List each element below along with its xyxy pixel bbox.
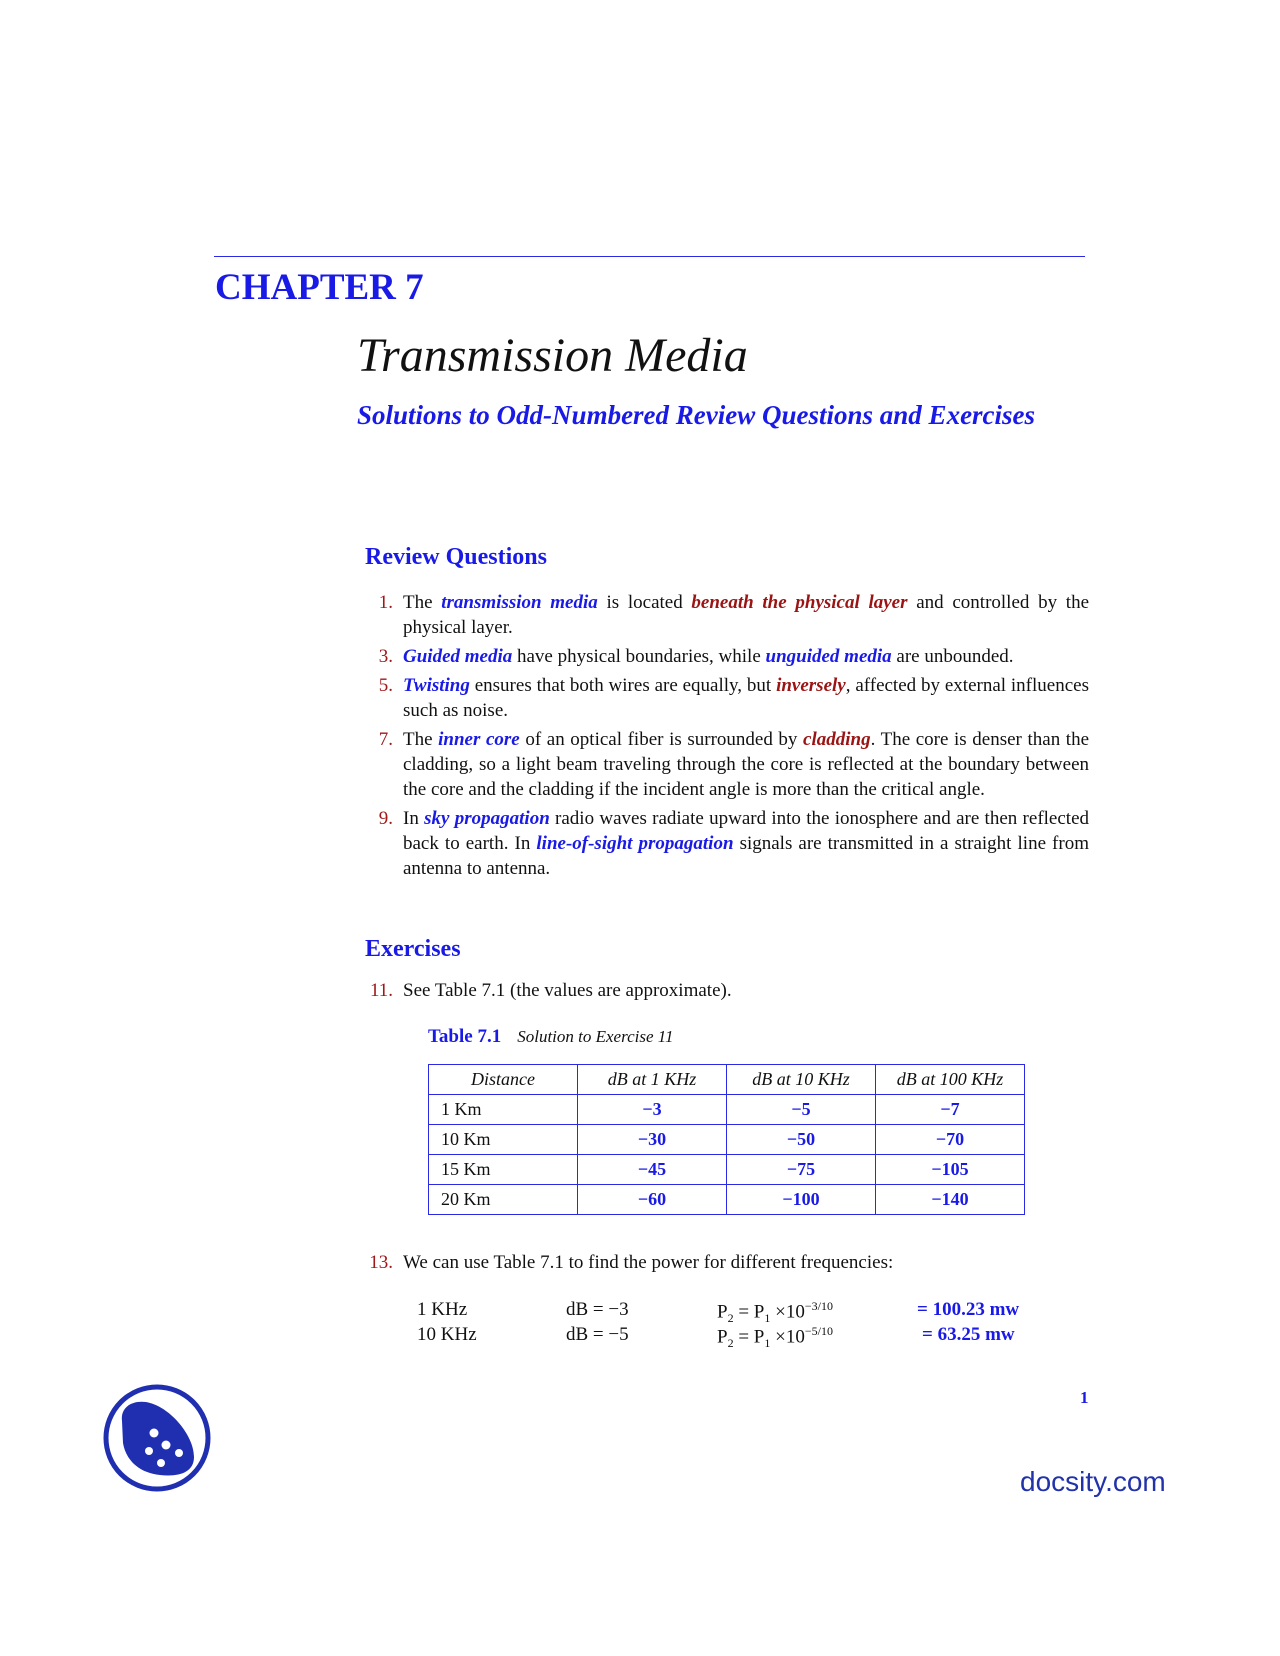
keyword: Twisting	[403, 675, 470, 696]
table-caption-text: Solution to Exercise 11	[517, 1027, 674, 1046]
keyword: inner core	[438, 729, 520, 750]
table-header-row	[429, 1065, 1025, 1095]
brand-link[interactable]: docsity.com	[1020, 1466, 1166, 1497]
power-formula-part: −3/10	[804, 1299, 833, 1313]
table-cell: −30	[578, 1125, 727, 1155]
review-item-3	[365, 644, 1089, 669]
power-formula-part: 1	[764, 1311, 771, 1326]
chapter-subtitle: Solutions to Odd-Numbered Review Questions and Exercises	[357, 400, 1036, 430]
item-text: radio waves radiate upward into the ionosphere and are then reflected back to earth. In	[403, 808, 1090, 854]
table-cell: −70	[876, 1125, 1025, 1155]
header-rule	[214, 256, 1085, 257]
exercise-13-text-row	[365, 1250, 1089, 1275]
db-value: dB = −5	[566, 1324, 629, 1345]
column-header: Distance	[429, 1065, 578, 1095]
frequency: 1 KHz	[417, 1299, 468, 1320]
item-text: ensures that both wires are equally, but	[469, 675, 777, 696]
table-cell: 1 Km	[429, 1095, 578, 1125]
docsity-logo-icon[interactable]	[102, 1383, 212, 1493]
chapter-label: CHAPTER 7	[215, 267, 424, 308]
table-cell: −105	[876, 1155, 1025, 1185]
table-row	[429, 1095, 1025, 1125]
item-text: The	[403, 592, 442, 613]
table-caption	[428, 1026, 674, 1048]
page-number: 1	[1080, 1388, 1089, 1407]
table-label: Table 7.1	[428, 1026, 502, 1047]
table-row	[429, 1125, 1025, 1155]
solution-table	[428, 1064, 1025, 1215]
table-cell: −7	[876, 1095, 1025, 1125]
item-text: are unbounded.	[891, 646, 1014, 667]
column-header: dB at 10 KHz	[727, 1065, 876, 1095]
power-formula-part: 2	[727, 1311, 734, 1326]
power-formula-part: P	[717, 1326, 728, 1348]
item-text: and controlled by the physical layer.	[403, 592, 1089, 638]
exercise-11	[365, 978, 1089, 1007]
power-formula-part: 1	[764, 1336, 771, 1351]
item-text: The	[403, 729, 439, 750]
power-formula-part: = P	[733, 1301, 765, 1323]
frequency: 10 KHz	[417, 1324, 477, 1345]
power-formula-part: −5/10	[804, 1324, 833, 1338]
power-formula-part: = P	[733, 1326, 765, 1348]
table-cell: 15 Km	[429, 1155, 578, 1185]
column-header: dB at 1 KHz	[578, 1065, 727, 1095]
item-text: , affected by external influences such as noise.	[403, 675, 1089, 721]
keyword: transmission media	[441, 592, 598, 613]
keyword: unguided media	[765, 646, 892, 667]
power-formula	[717, 1324, 833, 1351]
item-text: of an optical fiber is surrounded by	[519, 729, 804, 750]
table-cell: −45	[578, 1155, 727, 1185]
table-cell: −140	[876, 1185, 1025, 1215]
review-item-1	[365, 590, 1089, 640]
table-cell: −60	[578, 1185, 727, 1215]
power-formula-part: P	[717, 1301, 728, 1323]
power-formula	[717, 1299, 833, 1326]
item-text: is located	[597, 592, 692, 613]
power-formula-part: 2	[727, 1336, 734, 1351]
table-cell: 10 Km	[429, 1125, 578, 1155]
power-row	[0, 1299, 1280, 1325]
review-item-9	[365, 806, 1089, 881]
table-row	[429, 1185, 1025, 1215]
review-item-5	[365, 673, 1089, 723]
item-text: In	[403, 808, 425, 829]
item-text: We can use Table 7.1 to find the power for different frequencies:	[403, 1252, 894, 1273]
exercise-13	[365, 1250, 1089, 1279]
table-cell: −50	[727, 1125, 876, 1155]
table-cell: −75	[727, 1155, 876, 1185]
chapter-title: Transmission Media	[357, 329, 748, 382]
power-result: = 63.25 mw	[922, 1324, 1015, 1345]
item-number: 7.	[378, 729, 393, 750]
item-number: 5.	[378, 675, 393, 696]
table-cell: −100	[727, 1185, 876, 1215]
column-header: dB at 100 KHz	[876, 1065, 1025, 1095]
keyword: sky propagation	[424, 808, 550, 829]
db-value: dB = −3	[566, 1299, 629, 1320]
review-questions-heading: Review Questions	[365, 544, 547, 570]
item-text: . The core is denser than the cladding, so a light beam traveling through the core is reflected at the boundary between the core and the cladding if the incident angle is more than the critical angle.	[403, 729, 1090, 800]
keyword: cladding	[803, 729, 871, 750]
keyword: line-of-sight propagation	[536, 833, 734, 854]
item-number: 9.	[378, 808, 393, 829]
power-formula-part: ×10	[770, 1326, 805, 1348]
review-item-7	[365, 727, 1089, 802]
table-cell: −5	[727, 1095, 876, 1125]
item-text: have physical boundaries, while	[512, 646, 766, 667]
table-cell: 20 Km	[429, 1185, 578, 1215]
item-text: See Table 7.1 (the values are approximate).	[403, 980, 732, 1001]
item-number: 1.	[378, 592, 393, 613]
review-questions-list	[365, 590, 1089, 885]
item-text: signals are transmitted in a straight line from antenna to antenna.	[403, 833, 1089, 879]
item-number: 13.	[369, 1252, 393, 1273]
power-formula-part: ×10	[770, 1301, 805, 1323]
keyword: Guided media	[403, 646, 513, 667]
item-number: 3.	[378, 646, 393, 667]
keyword: beneath the physical layer	[691, 592, 908, 613]
keyword: inversely	[776, 675, 846, 696]
power-row	[0, 1324, 1280, 1350]
table-row	[429, 1155, 1025, 1185]
exercise-11-text-row	[365, 978, 1089, 1003]
item-number: 11.	[369, 980, 393, 1001]
exercises-heading: Exercises	[365, 936, 461, 962]
table-cell: −3	[578, 1095, 727, 1125]
power-result: = 100.23 mw	[917, 1299, 1020, 1320]
